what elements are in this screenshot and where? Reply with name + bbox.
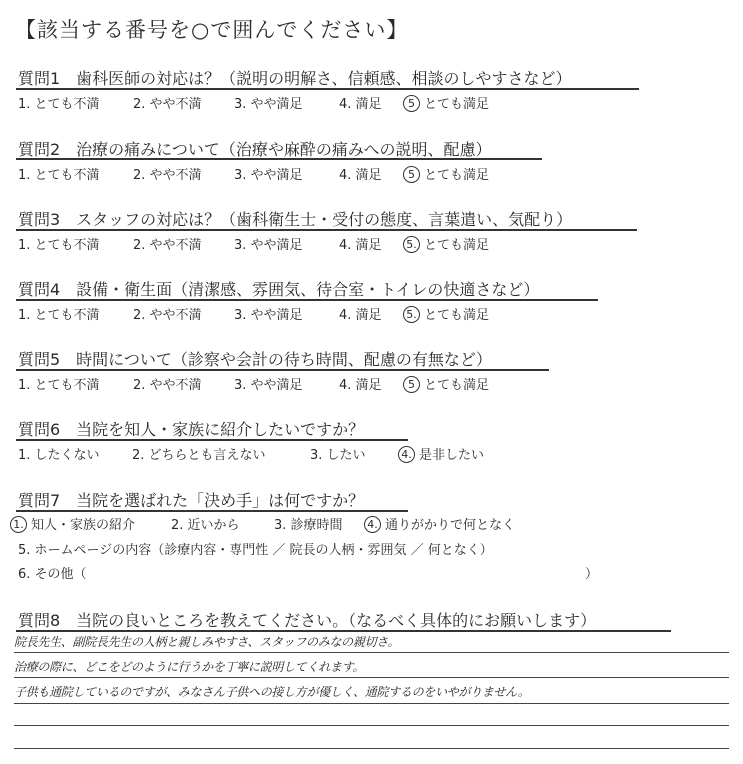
question-2-label: 質問2 治療の痛みについて（治療や麻酔の痛みへの説明、配慮） [18,140,492,159]
question-4-options [18,304,489,323]
question-3-underline [16,229,637,231]
option-2: 2. やや不満 [133,238,202,253]
question-4-label: 質問4 設備・衛生面（清潔感、雰囲気、待合室・トイレの快適さなど） [18,280,540,299]
option-3: 3. したい [310,448,366,463]
question-7-option-6: 6. その他（ [18,567,87,582]
option-5: とても満足 [424,97,490,112]
option-1: 1. とても不満 [18,168,100,183]
option-4: 4. 満足 [339,97,382,112]
answer-rule [14,725,729,726]
option-5: とても満足 [424,378,490,393]
option-3: 3. やや満足 [234,97,303,112]
option-4: 4. 満足 [339,378,382,393]
option-2: 2. やや不満 [133,378,202,393]
closing-paren: ） [585,567,599,582]
question-7-underline [16,510,408,512]
option-2: 2. やや不満 [133,168,202,183]
option-5: とても満足 [424,238,490,253]
answer-rule [14,652,729,653]
question-6-options [18,444,484,463]
question-5-options [18,374,489,393]
question-5-underline [16,369,549,371]
option-1: 1. とても不満 [18,97,100,112]
circled-answer: 5 [403,376,420,393]
option-2: 2. やや不満 [133,97,202,112]
option-2: 2. どちらとも言えない [132,448,266,463]
question-4-underline [16,299,598,301]
question-7-label: 質問7 当院を選ばれた「決め手」は何ですか？ [18,491,365,510]
option-3: 3. やや満足 [234,308,303,323]
option-1: 知人・家族の紹介 [31,518,136,533]
option-2: 2. やや不満 [133,308,202,323]
option-3: 3. やや満足 [234,238,303,253]
option-4: 通りがかりで何となく [385,518,516,533]
question-8-label: 質問8 当院の良いところを教えてください。（なるべく具体的にお願いします） [18,611,597,630]
question-3-options [18,234,489,253]
question-7-options-line1 [10,514,515,533]
question-6-underline [16,439,408,441]
question-3-label: 質問3 スタッフの対応は？（歯科衛生士・受付の態度、言葉遣い、気配り） [18,210,573,229]
option-4: 4. 満足 [339,238,382,253]
circled-answer: 5 [403,95,420,112]
option-3: 3. 診療時間 [274,518,343,533]
answer-rule [14,703,729,704]
handwritten-line-3: 子供も通院しているのですが、みなさん子供への接し方が優しく、通院するのをいやがりません。 [14,685,530,699]
option-3: 3. やや満足 [234,168,303,183]
option-2: 2. 近いから [171,518,240,533]
circled-answer-4: 4. [364,516,381,533]
option-5: とても満足 [424,168,490,183]
circled-answer: 5. [403,306,420,323]
circled-answer: 5. [403,236,420,253]
circled-answer: 5 [403,166,420,183]
option-3: 3. やや満足 [234,378,303,393]
option-4: 是非したい [419,448,485,463]
circled-answer-1: 1. [10,516,27,533]
handwritten-line-2: 治療の際に、どこをどのように行うかを丁寧に説明してくれます。 [14,660,365,674]
handwritten-line-1: 院長先生、副院長先生の人柄と親しみやすさ、スタッフのみなの親切さ。 [14,635,400,649]
question-6-label: 質問6 当院を知人・家族に紹介したいですか？ [18,420,365,439]
option-4: 4. 満足 [339,308,382,323]
question-2-options [18,164,489,183]
answer-rule [14,748,729,749]
option-1: 1. とても不満 [18,378,100,393]
question-1-options [18,93,489,112]
option-1: 1. したくない [18,448,100,463]
option-4: 4. 満足 [339,168,382,183]
question-2-underline [16,158,542,160]
question-1-label: 質問1 歯科医師の対応は？（説明の明解さ、信頼感、相談のしやすさなど） [18,69,572,88]
page-title: 【該当する番号を○で囲んでください】 [15,18,409,42]
answer-rule [14,677,729,678]
question-5-label: 質問5 時間について（診察や会計の待ち時間、配慮の有無など） [18,350,492,369]
question-8-underline [16,630,671,632]
option-1: 1. とても不満 [18,308,100,323]
option-5: とても満足 [424,308,490,323]
question-1-underline [16,88,639,90]
option-1: 1. とても不満 [18,238,100,253]
circled-answer: 4. [398,446,415,463]
question-7-option-5: 5. ホームページの内容（診療内容・専門性 ／ 院長の人柄・雰囲気 ／ 何となく） [18,543,493,558]
